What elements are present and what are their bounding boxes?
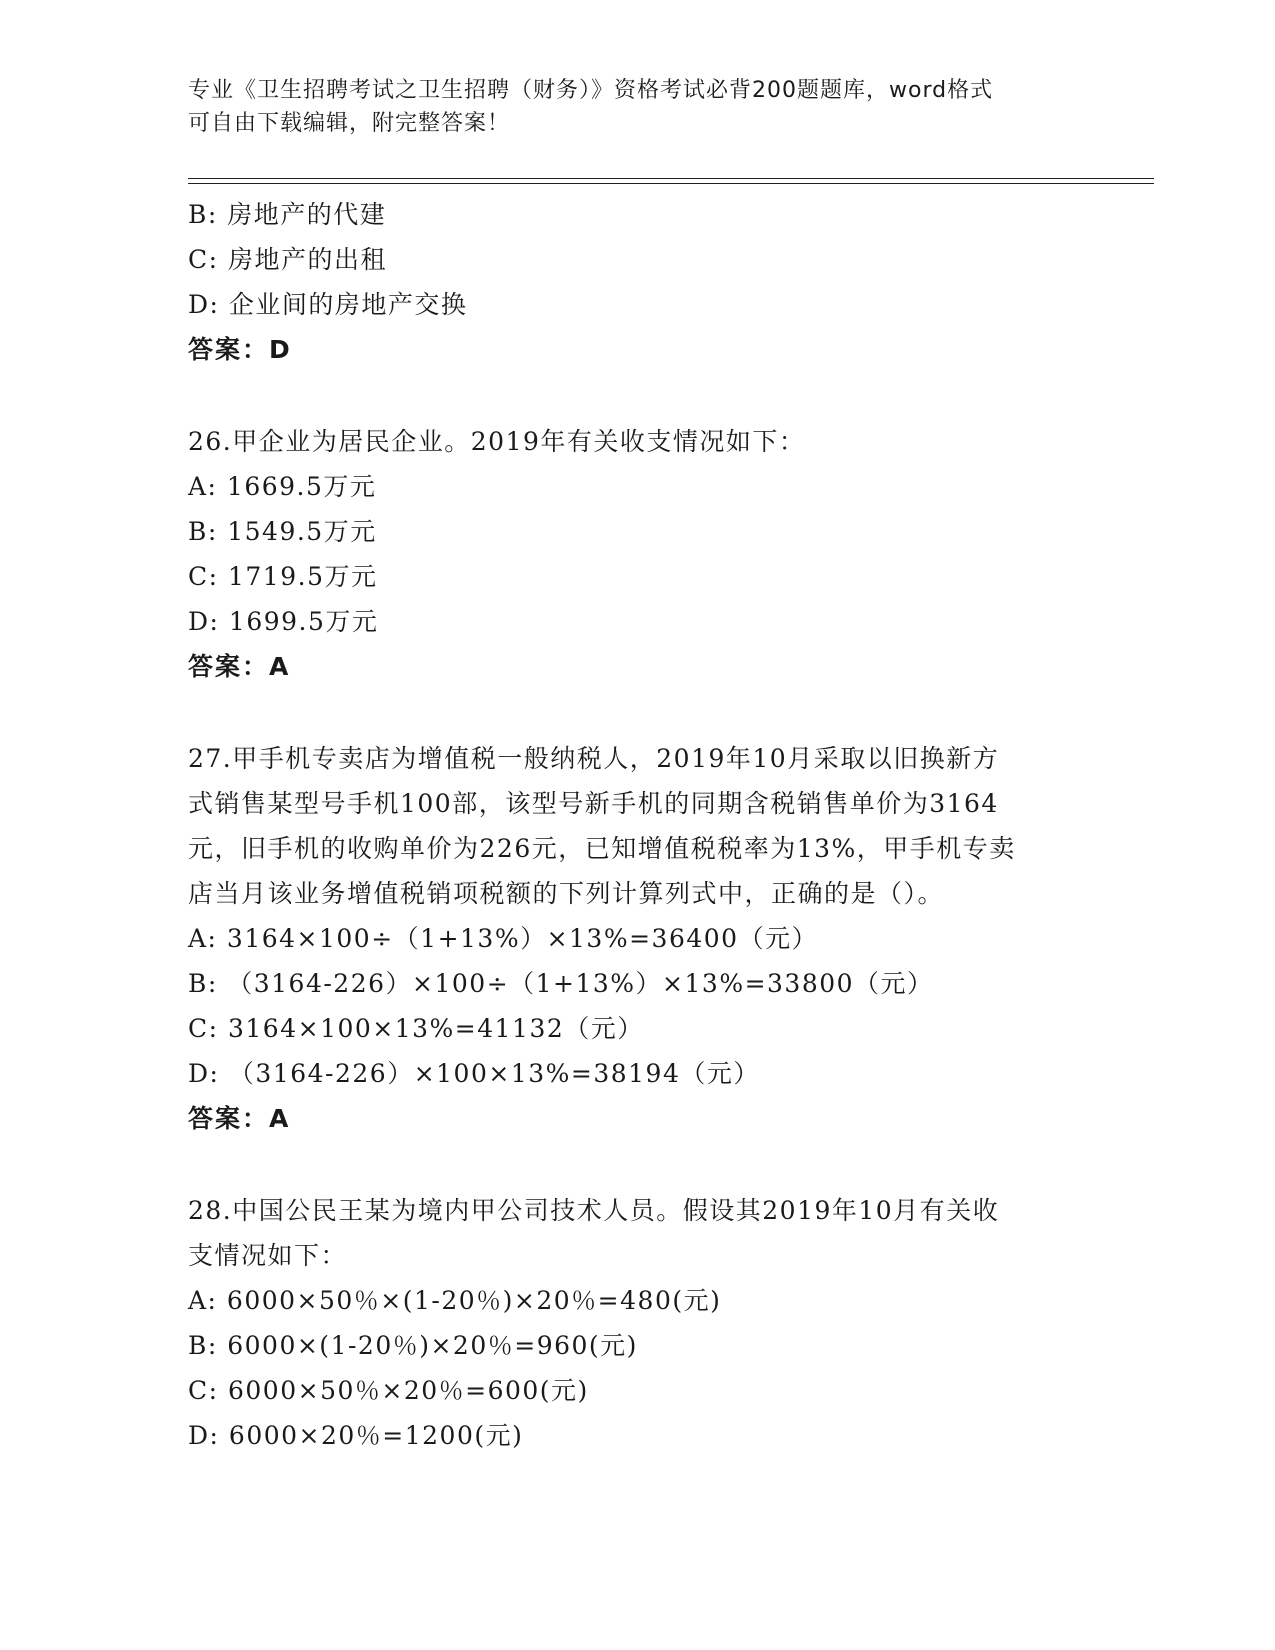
option-c: C: 房地产的出租 bbox=[188, 245, 387, 274]
option-a: A: 6000×50％×(1-20％)×20％=480(元) bbox=[188, 1286, 722, 1315]
question-text: 26.甲企业为居民企业。2019年有关收支情况如下： bbox=[188, 427, 806, 456]
answer-label: 答案：A bbox=[188, 1104, 291, 1133]
answer-label: 答案：A bbox=[188, 652, 291, 681]
question-27 bbox=[188, 736, 1088, 1141]
option-b: B: 6000×(1-20％)×20％=960(元) bbox=[188, 1331, 638, 1360]
option-a: A: 1669.5万元 bbox=[188, 472, 377, 501]
option-d: D: 1699.5万元 bbox=[188, 607, 379, 636]
question-26 bbox=[188, 419, 1088, 689]
spacer bbox=[188, 1141, 1088, 1188]
option-c: C: 1719.5万元 bbox=[188, 562, 378, 591]
option-d: D: （3164-226）×100×13%=38194（元） bbox=[188, 1059, 760, 1088]
document-header bbox=[188, 74, 1088, 140]
option-c: C: 6000×50％×20％=600(元) bbox=[188, 1376, 589, 1405]
header-title-line2: 可自由下载编辑，附完整答案！ bbox=[188, 111, 511, 136]
option-b: B: 房地产的代建 bbox=[188, 200, 387, 229]
question-text-line: 元，旧手机的收购单价为226元，已知增值税税率为13%，甲手机专卖 bbox=[188, 834, 1016, 863]
question-28 bbox=[188, 1188, 1088, 1458]
header-title-line1: 专业《卫生招聘考试之卫生招聘（财务）》资格考试必背200题题库，word格式 bbox=[188, 78, 994, 103]
option-b: B: （3164-226）×100÷（1+13%）×13%=33800（元） bbox=[188, 969, 934, 998]
option-a: A: 3164×100÷（1+13%）×13%=36400（元） bbox=[188, 924, 819, 953]
spacer bbox=[188, 689, 1088, 736]
question-text-line: 店当月该业务增值税销项税额的下列计算列式中，正确的是（）。 bbox=[188, 879, 945, 908]
question-text-line: 27.甲手机专卖店为增值税一般纳税人，2019年10月采取以旧换新方 bbox=[188, 744, 1000, 773]
question-list bbox=[188, 192, 1088, 1458]
question-text-line: 支情况如下： bbox=[188, 1241, 348, 1270]
option-b: B: 1549.5万元 bbox=[188, 517, 377, 546]
header-divider bbox=[188, 178, 1154, 184]
answer-label: 答案：D bbox=[188, 335, 292, 364]
spacer bbox=[188, 372, 1088, 419]
question-text-line: 式销售某型号手机100部，该型号新手机的同期含税销售单价为3164 bbox=[188, 789, 999, 818]
option-d: D: 6000×20％=1200(元) bbox=[188, 1421, 524, 1450]
question-25 bbox=[188, 192, 1088, 372]
option-c: C: 3164×100×13%=41132（元） bbox=[188, 1014, 644, 1043]
question-text-line: 28.中国公民王某为境内甲公司技术人员。假设其2019年10月有关收 bbox=[188, 1196, 1000, 1225]
option-d: D: 企业间的房地产交换 bbox=[188, 290, 468, 319]
